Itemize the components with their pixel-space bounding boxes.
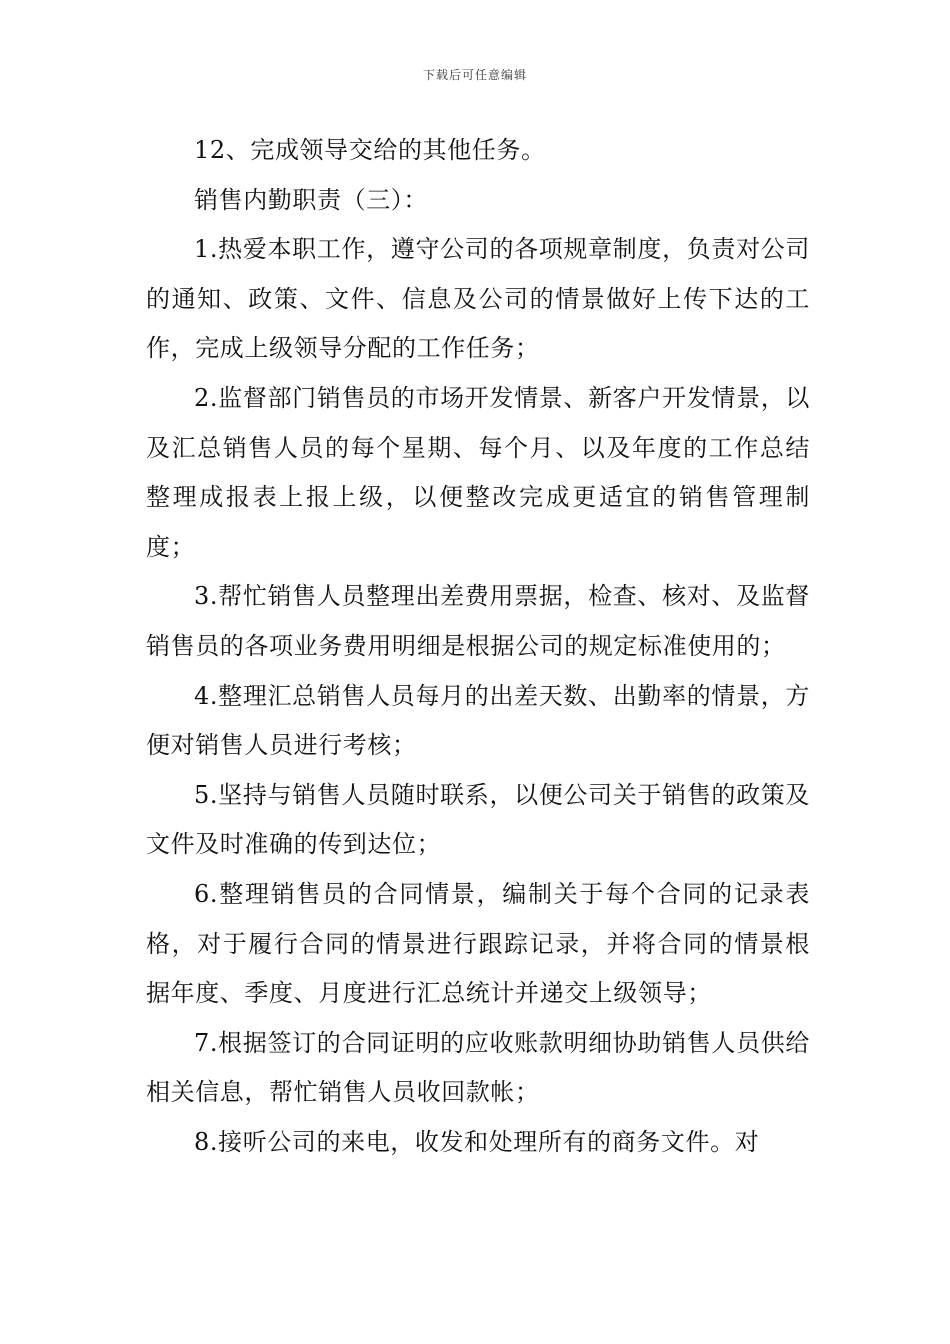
paragraph: 1.热爱本职工作，遵守公司的各项规章制度，负责对公司的通知、政策、文件、信息及公司的情景做好上传下达的工作，完成上级领导分配的工作任务； (146, 235, 810, 363)
paragraph: 6.整理销售员的合同情景，编制关于每个合同的记录表格，对于履行合同的情景进行跟踪记录，并将合同的情景根据年度、季度、月度进行汇总统计并递交上级领导； (146, 879, 810, 1008)
paragraph: 3.帮忙销售人员整理出差费用票据，检查、核对、及监督销售员的各项业务费用明细是根据公司的规定标准使用的； (146, 582, 810, 660)
paragraph: 5.坚持与销售人员随时联系，以便公司关于销售的政策及文件及时准确的传到达位； (146, 780, 810, 859)
section-heading: 销售内勤职责（三）： (194, 185, 428, 214)
paragraph: 4.整理汇总销售人员每月的出差天数、出勤率的情景，方便对销售人员进行考核； (146, 681, 810, 760)
paragraph: 7.根据签订的合同证明的应收账款明细协助销售人员供给相关信息，帮忙销售人员收回款帐； (146, 1028, 810, 1107)
paragraph: 2.监督部门销售员的市场开发情景、新客户开发情景，以及汇总销售人员的每个星期、每个月、以及年度的工作总结整理成报表上报上级，以便整改完成更适宜的销售管理制度； (146, 383, 810, 561)
paragraph: 12、完成领导交给的其他任务。 (194, 136, 546, 164)
page-header: 下载后可任意编辑 (422, 68, 527, 82)
paragraph: 8.接听公司的来电，收发和处理所有的商务文件。对 (194, 1127, 760, 1156)
document-body (146, 126, 810, 1167)
